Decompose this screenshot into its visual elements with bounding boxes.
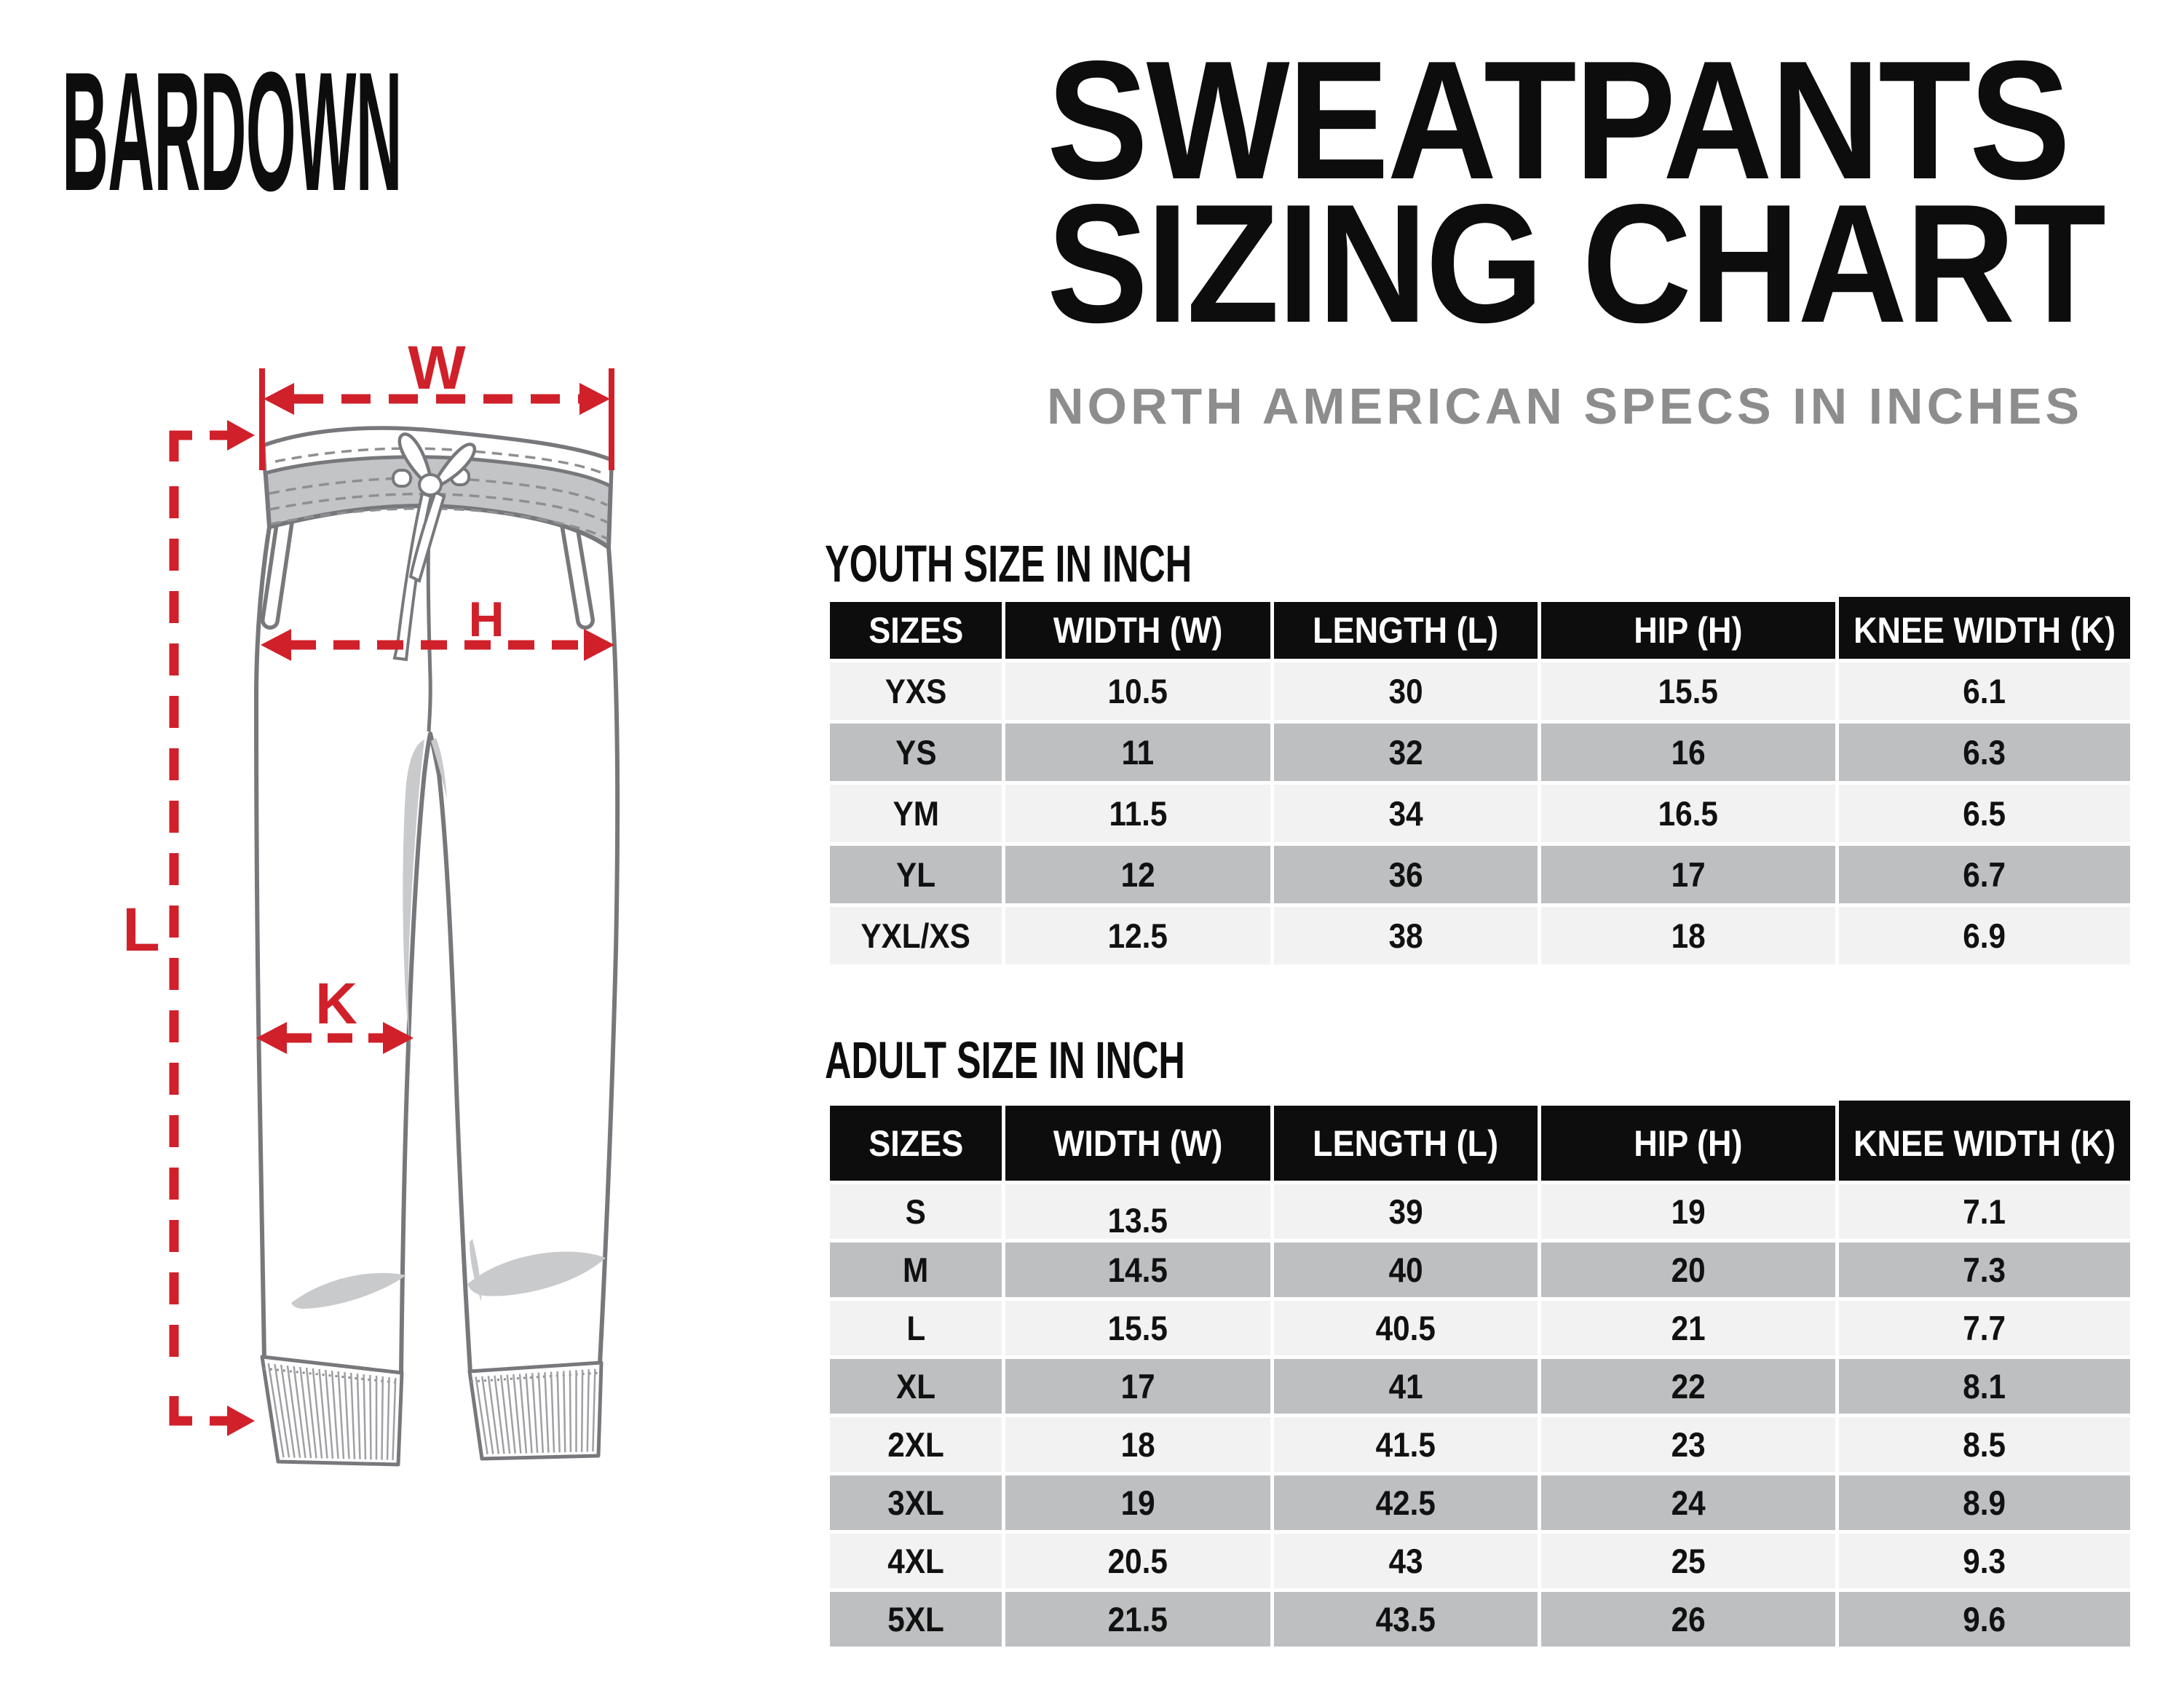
length-arrow [174,420,255,1436]
table-cell: 30 [1274,662,1538,720]
table-cell: M [830,1243,1002,1297]
table-cell: 12.5 [1005,907,1270,964]
table-cell: 5XL [830,1592,1002,1647]
header-cell: HIP (H) [1541,1106,1835,1181]
table-cell: 7.7 [1839,1301,2130,1355]
table-row [830,1534,2130,1588]
table-cell: 26 [1541,1592,1835,1647]
adult-size-table [826,1102,2134,1650]
table-cell: 10.5 [1005,662,1270,720]
header-cell: WIDTH (W) [1005,602,1270,659]
table-cell: 14.5 [1005,1243,1270,1297]
table-cell: 40.5 [1274,1301,1538,1355]
table-row [830,724,2130,781]
table-cell: 41.5 [1274,1417,1538,1472]
table-cell: S [830,1184,1002,1239]
table-cell: 40 [1274,1243,1538,1297]
bardown-logo: BARDOWN [62,37,402,226]
table-cell: 9.3 [1839,1534,2130,1588]
table-cell: 34 [1274,785,1538,842]
youth-table-header [830,602,2130,659]
table-cell: 4XL [830,1534,1002,1588]
header-row [830,602,2130,659]
table-cell: 6.9 [1839,907,2130,964]
table-cell: 42.5 [1274,1475,1538,1530]
adult-table-header [830,1106,2130,1181]
table-cell: 32 [1274,724,1538,781]
table-cell: XL [830,1359,1002,1414]
table-cell: 11 [1005,724,1270,781]
table-cell: YXL/XS [830,907,1002,964]
adult-table [826,1102,2134,1650]
table-cell: 43.5 [1274,1592,1538,1647]
table-cell: 7.1 [1839,1184,2130,1239]
table-row [830,1184,2130,1239]
youth-table [826,598,2134,968]
header-cell: LENGTH (L) [1274,1106,1538,1181]
table-cell: 22 [1541,1359,1835,1414]
table-cell: 11.5 [1005,785,1270,842]
header-row [830,1106,2130,1181]
table-row [830,1475,2130,1530]
table-cell: 19 [1541,1184,1835,1239]
header-cell: SIZES [830,602,1002,659]
table-cell: 17 [1541,846,1835,903]
header-cell: KNEE WIDTH (K) [1839,1106,2130,1181]
table-row [830,1592,2130,1647]
table-row [830,785,2130,842]
table-row [830,907,2130,964]
title-line-1: SWEATPANTS [1047,26,2069,215]
table-cell: 18 [1005,1417,1270,1472]
table-row [830,1417,2130,1472]
table-cell: YM [830,785,1002,842]
title-line-2: SIZING CHART [1047,170,2105,358]
table-cell: 23 [1541,1417,1835,1472]
table-cell: 41 [1274,1359,1538,1414]
table-cell: 21.5 [1005,1592,1270,1647]
table-cell: 15.5 [1541,662,1835,720]
table-cell: 6.5 [1839,785,2130,842]
table-cell: 2XL [830,1417,1002,1472]
length-label: L [122,895,160,964]
ankle-cuffs [262,1357,601,1465]
table-cell: 38 [1274,907,1538,964]
table-cell: 19 [1005,1475,1270,1530]
header-cell: WIDTH (W) [1005,1106,1270,1181]
table-cell: L [830,1301,1002,1355]
knee-label: K [315,971,357,1036]
page-subtitle: NORTH AMERICAN SPECS IN INCHES [1047,378,2084,435]
table-cell: YXS [830,662,1002,720]
table-cell: 36 [1274,846,1538,903]
table-cell: 39 [1274,1184,1538,1239]
pants-body [256,506,617,1374]
table-row [830,1243,2130,1297]
adult-table-body [830,1184,2130,1647]
table-cell: 7.3 [1839,1243,2130,1297]
table-cell: 8.1 [1839,1359,2130,1414]
table-cell: 3XL [830,1475,1002,1530]
youth-section-heading: YOUTH SIZE IN INCH [825,536,1192,593]
width-label: W [408,333,466,402]
adult-section-heading: ADULT SIZE IN INCH [825,1032,1185,1090]
table-cell: 21 [1541,1301,1835,1355]
table-cell: 25 [1541,1534,1835,1588]
table-cell: 6.7 [1839,846,2130,903]
table-cell: 8.5 [1839,1417,2130,1472]
table-cell: 9.6 [1839,1592,2130,1647]
table-cell: 6.1 [1839,662,2130,720]
table-cell: 20 [1541,1243,1835,1297]
header-cell: KNEE WIDTH (K) [1839,602,2130,659]
table-cell: YL [830,846,1002,903]
table-cell: 20.5 [1005,1534,1270,1588]
youth-size-table [826,598,2134,968]
table-cell: 6.3 [1839,724,2130,781]
table-cell: 24 [1541,1475,1835,1530]
table-cell: 18 [1541,907,1835,964]
header-cell: SIZES [830,1106,1002,1181]
table-row [830,1359,2130,1414]
table-cell: 13.5 [1005,1184,1270,1239]
table-cell: 15.5 [1005,1301,1270,1355]
hip-label: H [468,592,505,647]
table-cell: 43 [1274,1534,1538,1588]
youth-table-body [830,662,2130,964]
sweatpants-illustration [102,320,670,1514]
table-row [830,1301,2130,1355]
table-cell: 12 [1005,846,1270,903]
table-cell: YS [830,724,1002,781]
header-cell: HIP (H) [1541,602,1835,659]
table-cell: 17 [1005,1359,1270,1414]
header-cell: LENGTH (L) [1274,602,1538,659]
table-row [830,662,2130,720]
page-title [1047,26,2184,358]
table-cell: 8.9 [1839,1475,2130,1530]
table-cell: 16.5 [1541,785,1835,842]
table-row [830,846,2130,903]
table-cell: 16 [1541,724,1835,781]
